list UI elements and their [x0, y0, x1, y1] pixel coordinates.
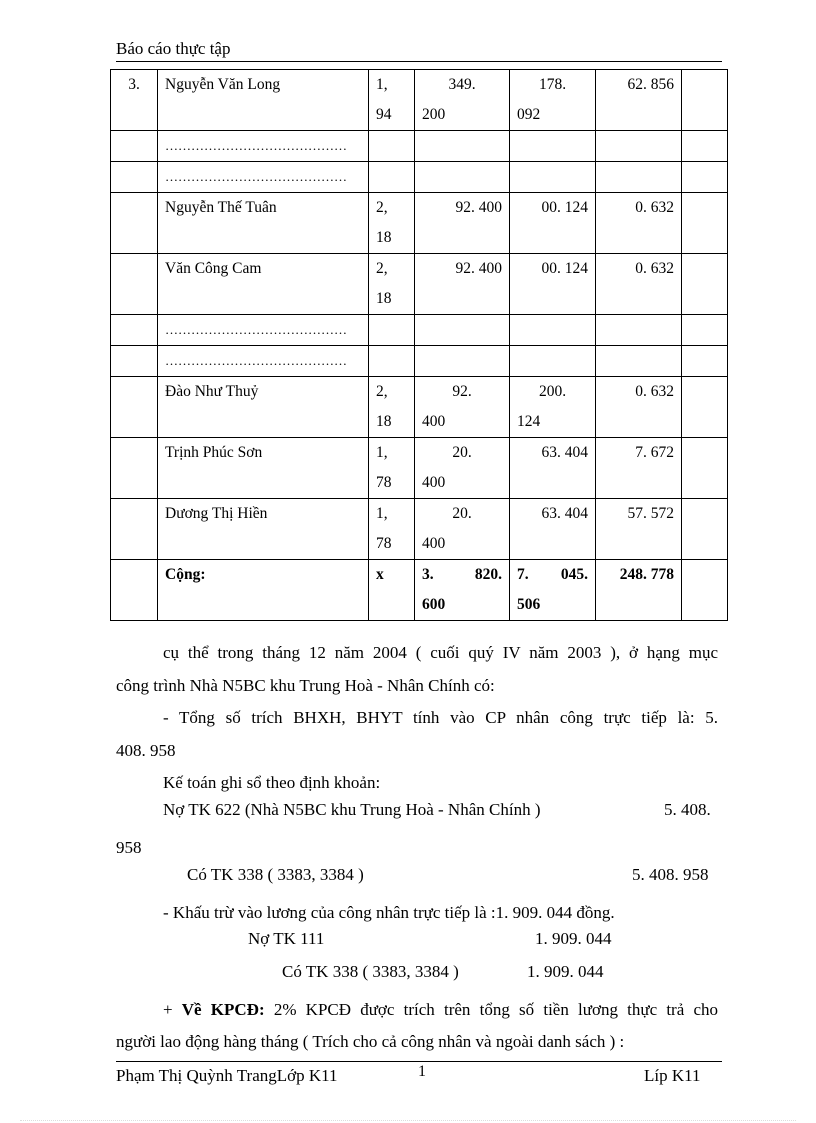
cell-amount-3 — [596, 254, 682, 315]
cell-amount-3 — [596, 346, 682, 377]
cell-amount-2-text: 7. 045. — [517, 566, 588, 583]
entry-credit-338b-amount: 1. 909. 044 — [527, 962, 604, 981]
cell-amount-3 — [596, 560, 682, 621]
total-row — [111, 560, 728, 621]
cell-coef-text: 1, — [376, 444, 388, 461]
cell-amount-2 — [510, 193, 596, 254]
cell-amount-1-text: 349. — [448, 76, 476, 93]
salary-table — [110, 69, 728, 621]
cell-amount-1-text: 400 — [422, 535, 446, 552]
cell-no — [111, 377, 158, 438]
kpcd-heading: Về KPCĐ: — [181, 1000, 265, 1019]
cell-amount-3 — [596, 499, 682, 560]
cell-coef-text: 18 — [376, 229, 392, 246]
cell-coef-text: x — [376, 566, 384, 583]
cell-coef — [369, 162, 415, 193]
cell-name — [158, 162, 369, 193]
salary-table-body — [111, 70, 728, 621]
cell-amount-3 — [596, 70, 682, 131]
cell-name-text: …………………………………… — [165, 322, 347, 337]
cell-amount-1-text: 20. — [452, 444, 472, 461]
cell-coef — [369, 131, 415, 162]
cell-note — [682, 560, 728, 621]
cell-no — [111, 315, 158, 346]
cell-name-text: …………………………………… — [165, 169, 347, 184]
cell-amount-3 — [596, 315, 682, 346]
cell-amount-1-text: 3. 820. — [422, 566, 502, 583]
cell-amount-1 — [415, 377, 510, 438]
cell-coef — [369, 254, 415, 315]
table-row — [111, 131, 728, 162]
page-header-title: Báo cáo thực tập — [116, 39, 231, 58]
page-number: 1 — [418, 1063, 426, 1080]
paragraph-line: công trình Nhà N5BC khu Trung Hoà - Nhân Chính có: — [116, 676, 495, 695]
cell-amount-1-text: 92. 400 — [455, 199, 502, 216]
cell-amount-3-text: 248. 778 — [619, 566, 674, 583]
cell-note — [682, 70, 728, 131]
cell-name-text: …………………………………… — [165, 353, 347, 368]
cell-name-text: Cộng: — [165, 566, 206, 583]
cell-note — [682, 162, 728, 193]
cell-amount-1-text: 400 — [422, 413, 446, 430]
cell-name-text: Nguyễn Văn Long — [165, 76, 281, 93]
cell-no — [111, 70, 158, 131]
kpcd-text: 2% KPCĐ được trích trên tổng số tiền lương thực trả cho — [264, 1000, 718, 1019]
cell-coef-text: 78 — [376, 474, 392, 491]
cell-no — [111, 560, 158, 621]
cell-amount-1 — [415, 438, 510, 499]
cell-note — [682, 131, 728, 162]
cell-amount-1 — [415, 499, 510, 560]
cell-coef — [369, 438, 415, 499]
cell-note — [682, 193, 728, 254]
cell-amount-2-text: 124 — [517, 413, 541, 430]
cell-amount-3 — [596, 377, 682, 438]
page-edge — [20, 1120, 796, 1121]
entry-credit-338-amount: 5. 408. 958 — [632, 865, 709, 884]
cell-no — [111, 346, 158, 377]
paragraph-line: 958 — [116, 838, 142, 857]
paragraph-line: Kế toán ghi sổ theo định khoản: — [163, 773, 381, 792]
cell-name-text: …………………………………… — [165, 138, 347, 153]
cell-amount-1 — [415, 193, 510, 254]
cell-no — [111, 162, 158, 193]
cell-coef — [369, 499, 415, 560]
table-row — [111, 346, 728, 377]
cell-amount-3 — [596, 438, 682, 499]
paragraph-kpcd — [163, 994, 718, 1027]
cell-coef — [369, 70, 415, 131]
cell-note — [682, 377, 728, 438]
cell-amount-2 — [510, 254, 596, 315]
table-row — [111, 438, 728, 499]
cell-note — [682, 315, 728, 346]
cell-note — [682, 438, 728, 499]
cell-coef — [369, 377, 415, 438]
cell-coef-text: 1, — [376, 76, 388, 93]
cell-coef-text: 2, — [376, 199, 388, 216]
cell-amount-3-text: 7. 672 — [635, 444, 674, 461]
entry-debit-111: Nợ TK 111 — [248, 929, 325, 948]
cell-amount-2 — [510, 560, 596, 621]
cell-name — [158, 193, 369, 254]
cell-coef-text: 1, — [376, 505, 388, 522]
header-divider — [116, 61, 722, 62]
table-row — [111, 377, 728, 438]
cell-amount-2-text: 178. — [538, 76, 567, 93]
cell-name-text: Văn Công Cam — [165, 260, 262, 277]
kpcd-prefix: + — [163, 1000, 182, 1019]
footer-class: Líp K11 — [644, 1066, 701, 1085]
cell-amount-1-text: 600 — [422, 596, 446, 613]
cell-amount-1-text: 200 — [422, 106, 446, 123]
entry-debit-622-amount: 5. 408. — [664, 800, 711, 819]
cell-amount-1 — [415, 131, 510, 162]
cell-name — [158, 438, 369, 499]
cell-amount-2-text: 092 — [517, 106, 541, 123]
cell-name — [158, 131, 369, 162]
entry-credit-338: Có TK 338 ( 3383, 3384 ) — [187, 865, 364, 884]
cell-amount-2-text: 63. 404 — [541, 444, 588, 461]
cell-name — [158, 377, 369, 438]
cell-amount-2-text: 00. 124 — [541, 260, 588, 277]
cell-amount-2 — [510, 438, 596, 499]
cell-amount-1-text: 20. — [452, 505, 472, 522]
cell-amount-3 — [596, 131, 682, 162]
cell-name-text: Đào Như Thuỷ — [165, 383, 259, 400]
cell-name — [158, 560, 369, 621]
cell-amount-3 — [596, 162, 682, 193]
table-row — [111, 70, 728, 131]
cell-amount-1 — [415, 560, 510, 621]
cell-name — [158, 346, 369, 377]
cell-coef — [369, 193, 415, 254]
paragraph-line: - Khấu trừ vào lương của công nhân trực tiếp là :1. 909. 044 đồng. — [163, 903, 615, 922]
cell-name-text: Dương Thị Hiền — [165, 505, 268, 522]
entry-debit-622: Nợ TK 622 (Nhà N5BC khu Trung Hoà - Nhân Chính ) — [163, 800, 541, 819]
cell-coef-text: 2, — [376, 383, 388, 400]
cell-note — [682, 254, 728, 315]
cell-no-text: 3. — [128, 76, 140, 93]
cell-amount-2-text: 00. 124 — [541, 199, 588, 216]
cell-amount-2-text: 506 — [517, 596, 541, 613]
cell-no — [111, 193, 158, 254]
cell-amount-2-text: 200. — [538, 383, 567, 400]
footer-divider — [116, 1061, 722, 1062]
table-row — [111, 254, 728, 315]
cell-amount-2 — [510, 70, 596, 131]
cell-amount-3-text: 62. 856 — [627, 76, 674, 93]
cell-no — [111, 499, 158, 560]
footer-author: Phạm Thị Quỳnh TrangLớp K11 — [116, 1066, 338, 1085]
cell-amount-2 — [510, 315, 596, 346]
cell-amount-1-text: 92. — [452, 383, 472, 400]
cell-amount-2 — [510, 499, 596, 560]
paragraph-line: - Tổng số trích BHXH, BHYT tính vào CP nhân công trực tiếp là: 5. — [163, 708, 718, 727]
entry-credit-338b: Có TK 338 ( 3383, 3384 ) — [282, 962, 459, 981]
cell-no — [111, 438, 158, 499]
entry-debit-111-amount: 1. 909. 044 — [535, 929, 612, 948]
table-row — [111, 162, 728, 193]
cell-coef-text: 18 — [376, 413, 392, 430]
cell-name-text: Trịnh Phúc Sơn — [165, 444, 263, 461]
cell-amount-3-text: 0. 632 — [635, 260, 674, 277]
cell-amount-2 — [510, 162, 596, 193]
cell-amount-1 — [415, 315, 510, 346]
cell-no — [111, 131, 158, 162]
cell-no — [111, 254, 158, 315]
cell-amount-2 — [510, 131, 596, 162]
cell-amount-2 — [510, 377, 596, 438]
cell-amount-1 — [415, 162, 510, 193]
table-row — [111, 315, 728, 346]
cell-coef-text: 18 — [376, 290, 392, 307]
paragraph-line: cụ thể trong tháng 12 năm 2004 ( cuối quý IV năm 2003 ), ở hạng mục — [163, 643, 718, 662]
cell-amount-1 — [415, 346, 510, 377]
table-row — [111, 499, 728, 560]
cell-coef-text: 94 — [376, 106, 392, 123]
cell-amount-1-text: 400 — [422, 474, 446, 491]
cell-amount-2 — [510, 346, 596, 377]
cell-name — [158, 499, 369, 560]
paragraph-line: 408. 958 — [116, 741, 176, 760]
cell-amount-1 — [415, 254, 510, 315]
cell-name — [158, 70, 369, 131]
cell-coef — [369, 346, 415, 377]
cell-name — [158, 315, 369, 346]
cell-name-text: Nguyễn Thế Tuân — [165, 199, 277, 216]
cell-amount-1 — [415, 70, 510, 131]
cell-amount-3-text: 57. 572 — [627, 505, 674, 522]
paragraph-line: người lao động hàng tháng ( Trích cho cả công nhân và ngoài danh sách ) : — [116, 1032, 625, 1051]
cell-coef-text: 78 — [376, 535, 392, 552]
cell-note — [682, 499, 728, 560]
cell-name — [158, 254, 369, 315]
cell-coef — [369, 315, 415, 346]
cell-amount-3-text: 0. 632 — [635, 199, 674, 216]
cell-note — [682, 346, 728, 377]
cell-amount-3-text: 0. 632 — [635, 383, 674, 400]
cell-amount-2-text: 63. 404 — [541, 505, 588, 522]
cell-amount-1-text: 92. 400 — [455, 260, 502, 277]
cell-coef — [369, 560, 415, 621]
cell-coef-text: 2, — [376, 260, 388, 277]
cell-amount-3 — [596, 193, 682, 254]
table-row — [111, 193, 728, 254]
